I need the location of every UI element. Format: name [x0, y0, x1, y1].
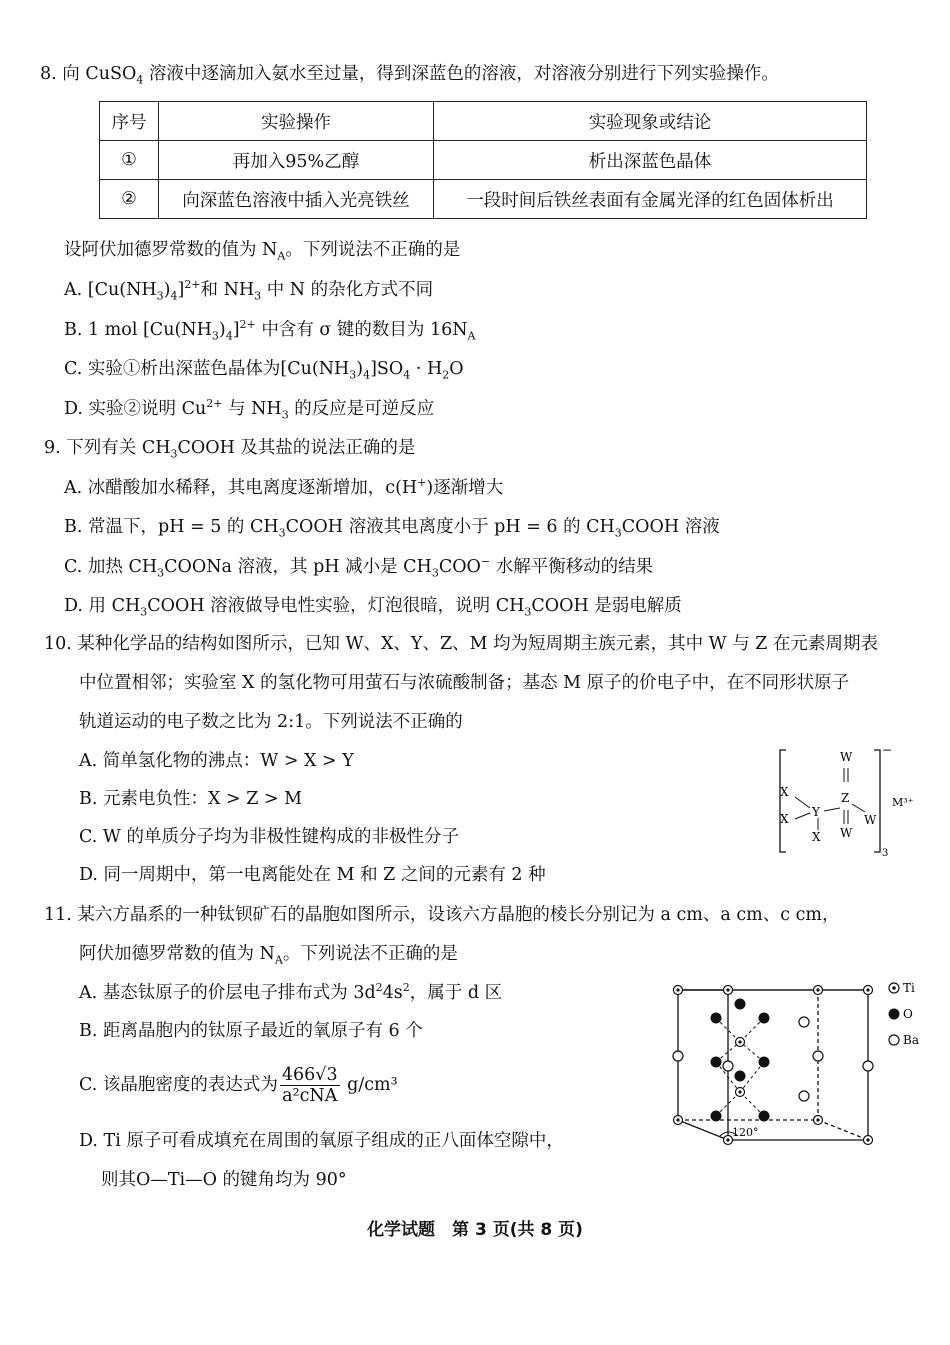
legend-o-icon	[889, 1009, 900, 1020]
density-fraction	[280, 1065, 340, 1106]
q8-option-b: B. 1 mol $[Cu(NH_3)_4]^{2+}$ 中含有 σ 键的数目为 $16N_A$	[64, 318, 476, 343]
q10-stem-line2: 中位置相邻；实验室 X 的氢化物可用萤石与浓硫酸制备；基态 M 原子的价电子中，在不同形状原子	[79, 673, 850, 693]
q11-option-a: A. 基态钛原子的价层电子排布式为 $3d^24s^2$，属于 d 区	[79, 981, 503, 1003]
table-cell: 向深蓝色溶液中插入光亮铁丝	[159, 180, 434, 219]
unit-cell-edges	[678, 990, 868, 1140]
q9-option-b: B. 常温下，pH = 5 的 $CH_3COOH$ 溶液其电离度小于 pH = 6 的 $CH_3COOH$ 溶液	[64, 517, 720, 540]
table-cell: ②	[100, 180, 159, 219]
table-cell: 再加入95%乙醇	[159, 141, 434, 180]
table-row	[100, 180, 867, 219]
q10-option-a: A. 简单氢化物的沸点：W > X > Y	[79, 751, 354, 771]
q10-structure-diagram	[770, 744, 940, 862]
cation-label: M³⁺	[892, 796, 914, 809]
table-cell: 一段时间后铁丝表面有金属光泽的红色固体析出	[434, 180, 867, 219]
atom-x-3: X	[812, 830, 821, 844]
ti-atoms	[674, 986, 873, 1145]
anion-charge: −	[882, 744, 893, 757]
atom-w-top: W	[840, 750, 853, 764]
atom-w-bottom: W	[840, 826, 853, 840]
q11-stem-line2: 阿伏加德罗常数的值为 $N_A$。下列说法不正确的是	[79, 944, 458, 967]
q8-option-a: A. $[Cu(NH_3)_4]^{2+}$和 $NH_3$ 中 N 的杂化方式不同	[64, 278, 434, 303]
q10-option-b: B. 元素电负性：X > Z > M	[79, 789, 303, 809]
legend-o-label: O	[903, 1007, 913, 1021]
ti-atom-dots	[676, 988, 869, 1141]
legend-ti-label: Ti	[903, 981, 915, 995]
q11-stem-line1: 11. 某六方晶系的一种钛钡矿石的晶胞如图所示，设该六方晶胞的棱长分别记为 a cm、a cm、c cm，	[44, 905, 840, 925]
table-header-row	[100, 102, 867, 141]
legend-ba-label: Ba	[903, 1033, 919, 1047]
q8-option-d: D. 实验②说明 $Cu^{2+}$ 与 $NH_3$ 的反应是可逆反应	[64, 397, 435, 422]
atom-y: Y	[812, 805, 820, 819]
legend	[889, 981, 919, 1047]
q9-option-d: D. 用 $CH_3COOH$ 溶液做导电性实验，灯泡很暗，说明 $CH_3COOH$ 是弱电解质	[64, 596, 682, 619]
table-row	[100, 141, 867, 180]
q11-unit-cell-diagram	[668, 976, 930, 1146]
q8-option-c: C. 实验①析出深蓝色晶体为$[Cu(NH_3)_4]SO_4 \cdot H_2O$	[64, 359, 464, 382]
experiment-table	[99, 101, 867, 219]
q11-option-c: C. 该晶胞密度的表达式为 $\frac{466√3}{\text{a²cNA}}$ g/cm³	[79, 1065, 398, 1106]
q8-question: 设阿伏加德罗常数的值为 $N_A$。下列说法不正确的是	[64, 240, 461, 263]
q11-option-d-line1: D. Ti 原子可看成填充在周围的氧原子组成的正八面体空隙中，	[79, 1131, 564, 1151]
table-header-cell: 序号	[100, 102, 159, 141]
table-cell: 析出深蓝色晶体	[434, 141, 867, 180]
atom-x-1: X	[780, 785, 789, 799]
q8-stem: 8. 向 CuSO$_4$ 溶液中逐滴加入氨水至过量，得到深蓝色的溶液，对溶液分别进行下列实验操作。	[40, 64, 779, 87]
o-atoms	[711, 999, 770, 1122]
density-numerator: 466√3	[281, 1065, 338, 1085]
structure-brackets	[780, 750, 880, 852]
q10-option-c: C. W 的单质分子均为非极性键构成的非极性分子	[79, 827, 459, 847]
table-header-cell: 实验现象或结论	[434, 102, 867, 141]
table-header-cell: 实验操作	[159, 102, 434, 141]
q11-option-b: B. 距离晶胞内的钛原子最近的氧原子有 6 个	[79, 1021, 423, 1041]
page-footer: 化学试题 第 3 页(共 8 页)	[367, 1220, 583, 1240]
table-cell: ①	[100, 141, 159, 180]
legend-ba-icon	[889, 1035, 899, 1045]
angle-label: 120°	[732, 1126, 759, 1139]
structure-bonds	[795, 768, 865, 830]
q11-option-d-line2: 则其O—Ti—O 的键角均为 90°	[101, 1170, 347, 1190]
q10-stem-line3: 轨道运动的电子数之比为 2:1。下列说法不正确的	[79, 712, 463, 732]
q9-option-a: A. 冰醋酸加水稀释，其电离度逐渐增加，c(H+)逐渐增大	[64, 476, 504, 498]
anion-count: 3	[882, 848, 889, 859]
ba-atoms	[673, 1017, 873, 1101]
atom-x-2: X	[780, 812, 789, 826]
q10-option-d: D. 同一周期中，第一电离能处在 M 和 Z 之间的元素有 2 种	[79, 865, 546, 885]
q10-stem-line1: 10. 某种化学品的结构如图所示，已知 W、X、Y、Z、M 均为短周期主族元素，其中 W 与 Z 在元素周期表	[44, 634, 878, 654]
atom-z: Z	[841, 791, 850, 805]
atom-w-right: W	[864, 813, 877, 827]
q9-option-c: C. 加热 $CH_3COONa$ 溶液，其 pH 减小是 $CH_3COO^-$ 水解平衡移动的结果	[64, 555, 654, 580]
density-denominator: a²cNA	[282, 1086, 338, 1106]
q9-stem: 9. 下列有关 $CH_3COOH$ 及其盐的说法正确的是	[44, 438, 416, 461]
